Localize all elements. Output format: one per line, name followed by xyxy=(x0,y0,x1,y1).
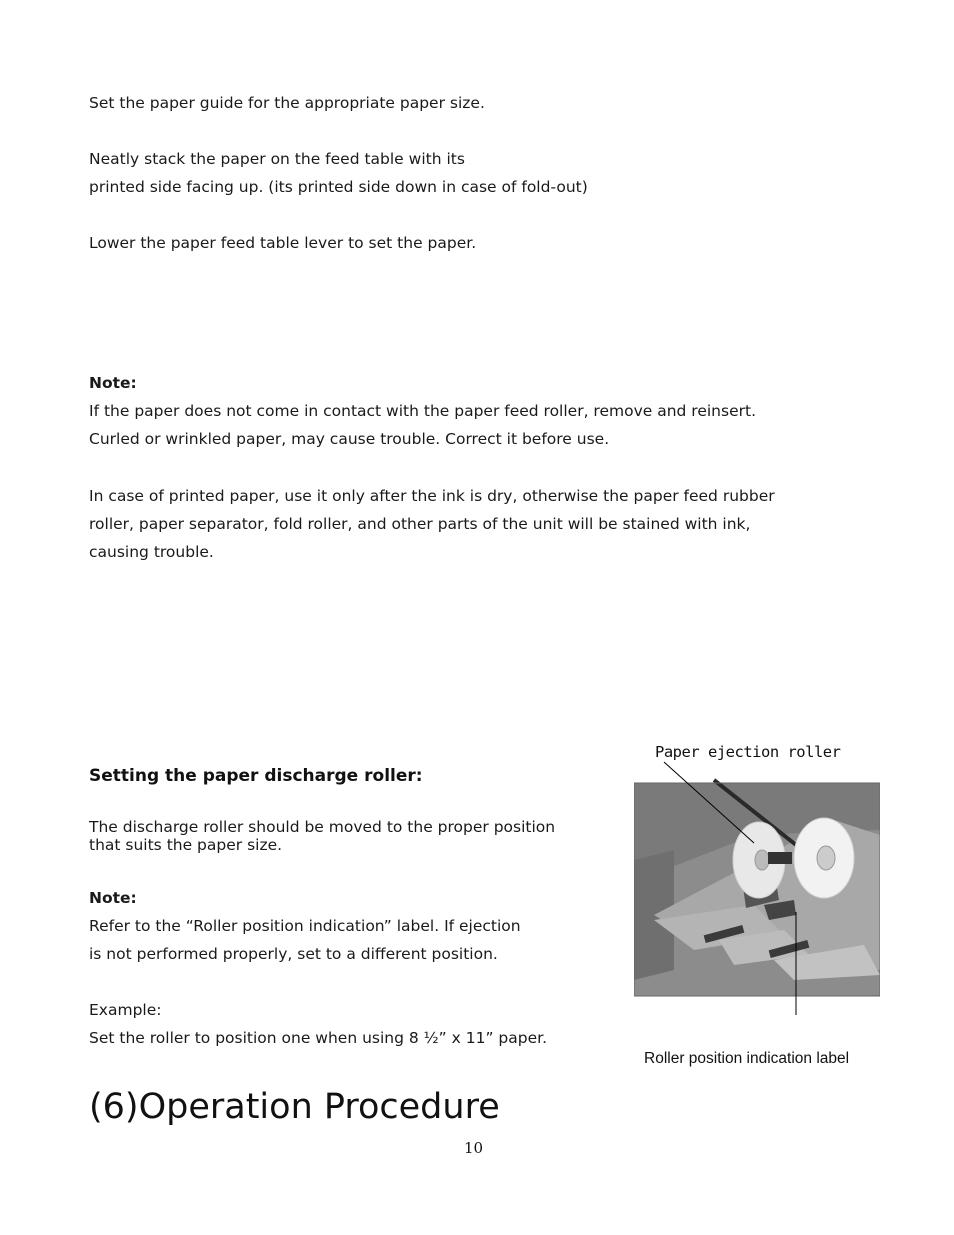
instruction-stack-line2: printed side facing up. (its printed side down in case of fold-out) xyxy=(89,178,588,196)
example-heading: Example: xyxy=(89,1001,162,1019)
roller-hub xyxy=(817,846,835,870)
note-line: If the paper does not come in contact with the paper feed roller, remove and reinsert. xyxy=(89,402,756,420)
note-line: roller, paper separator, fold roller, and other parts of the unit will be stained with ink, xyxy=(89,515,751,533)
note-line: causing trouble. xyxy=(89,543,214,561)
page-number: 10 xyxy=(464,1139,484,1157)
note-line: In case of printed paper, use it only after the ink is dry, otherwise the paper feed rubber xyxy=(89,487,775,505)
section-title: (6)Operation Procedure xyxy=(89,1087,500,1127)
discharge-note-heading: Note: xyxy=(89,889,137,907)
figure-label-ejection-roller: Paper ejection roller xyxy=(655,743,841,761)
instruction-stack-line1: Neatly stack the paper on the feed table with its xyxy=(89,150,465,168)
discharge-note-line1: Refer to the “Roller position indication” label. If ejection xyxy=(89,917,521,935)
discharge-roller-heading: Setting the paper discharge roller: xyxy=(89,766,423,786)
roller-hub xyxy=(755,850,769,870)
discharge-text-line1: The discharge roller should be moved to the proper position xyxy=(89,818,556,836)
note-line: Curled or wrinkled paper, may cause trouble. Correct it before use. xyxy=(89,430,610,448)
discharge-roller-photo xyxy=(634,740,880,1020)
discharge-note-line2: is not performed properly, set to a different position. xyxy=(89,945,498,963)
example-line: Set the roller to position one when using 8 ½” x 11” paper. xyxy=(89,1029,548,1047)
instruction-set-guide: Set the paper guide for the appropriate paper size. xyxy=(89,94,485,112)
note-heading: Note: xyxy=(89,374,137,392)
discharge-text-line2: that suits the paper size. xyxy=(89,836,283,854)
figure-caption-roller-position: Roller position indication label xyxy=(644,1050,850,1067)
instruction-lower-lever: Lower the paper feed table lever to set the paper. xyxy=(89,234,477,252)
roller-collar xyxy=(768,852,792,864)
